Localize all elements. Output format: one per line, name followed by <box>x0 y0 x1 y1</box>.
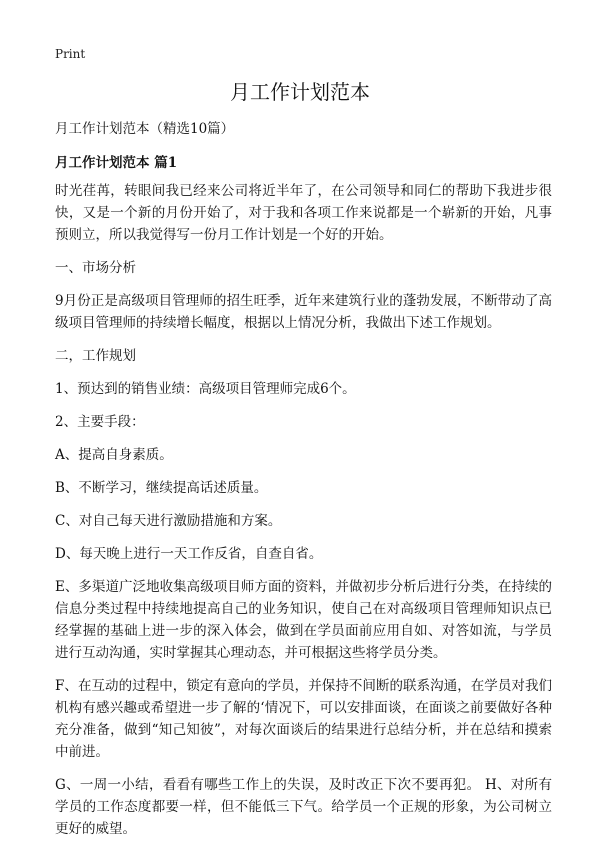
article-heading: 月工作计划范本 篇1 <box>55 155 178 171</box>
section-heading-market-analysis: 一、市场分析 <box>55 260 136 276</box>
document-body <box>55 118 552 851</box>
list-item-b: B、不断学习，继续提高话述质量。 <box>55 480 268 496</box>
list-item-d: D、每天晚上进行一天工作反省，自查自省。 <box>55 546 323 562</box>
list-item-main-means: 2、主要手段： <box>55 414 145 430</box>
section-heading-work-plan: 二，工作规划 <box>55 348 136 364</box>
list-item-a: A、提高自身素质。 <box>55 447 173 463</box>
document-subtitle: 月工作计划范本（精选10篇） <box>55 121 235 137</box>
paragraph-market-analysis: 9月份正是高级项目管理师的招生旺季，近年来建筑行业的蓬勃发展，不断带动了高级项目管理师的持续增长幅度，根据以上情况分析，我做出下述工作规划。 <box>55 293 552 331</box>
paragraph-intro: 时光荏苒，转眼间我已经来公司将近半年了，在公司领导和同仁的帮助下我进步很快，又是一个新的月份开始了，对于我和各项工作来说都是一个崭新的开始，凡事预则立，所以我觉得写一份月工作计划是一个好的开始。 <box>55 183 552 243</box>
list-item-c: C、对自己每天进行激励措施和方案。 <box>55 513 282 529</box>
list-item-g-h: G、一周一小结，看看有哪些工作上的失误，及时改正下次不要再犯。 H、对所有学员的工作态度都要一样，但不能低三下气。给学员一个正规的形象，为公司树立更好的威望。 <box>55 777 552 837</box>
list-item-f: F、在互动的过程中，锁定有意向的学员，并保持不间断的联系沟通，在学员对我们机构有感兴趣或希望进一步了解的‘情况下，可以安排面谈，在面谈之前要做好各种充分准备，做到“知己知彼”，对每次面谈后的结果进行总结分析，并在总结和摸索中前进。 <box>55 678 552 760</box>
print-label: Print <box>55 47 86 61</box>
list-item-e: E、多渠道广泛地收集高级项目师方面的资料，并做初步分析后进行分类，在持续的信息分类过程中持续地提高自己的业务知识，使自己在对高级项目管理师知识点已经掌握的基础上进一步的深入体会，做到在学员面前应用自如、对答如流，与学员进行互动沟通，实时掌握其心理动态，并可根据这些将学员分类。 <box>55 579 552 661</box>
list-item-sales-target: 1、预达到的销售业绩：高级项目管理师完成6个。 <box>55 381 356 397</box>
document-title: 月工作计划范本 <box>230 80 370 104</box>
